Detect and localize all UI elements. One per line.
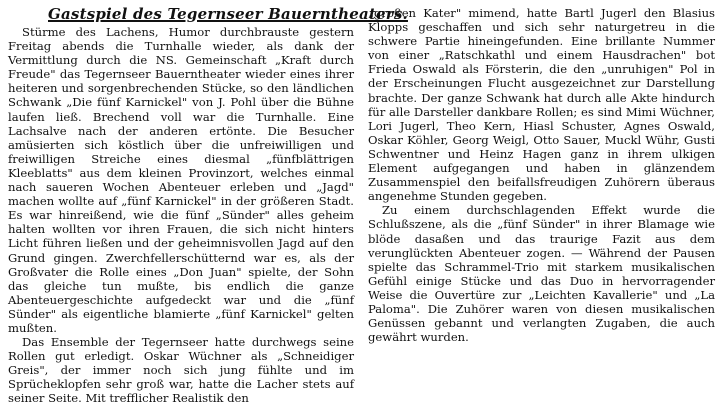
article-headline: Gastspiel des Tegernseer Bauerntheaters. [48,5,408,23]
article-paragraph: Zu einem durchschlagenden Effekt wurde die Schlußszene, als die „fünf Sünder" in ihrer Blamage wie blöde dasaßen und das traurige Fazit aus dem verunglückten Abenteuer zogen. — Während der Pausen spielte das Schrammel-Trio mit starkem musikalischen Gefühl einige Stücke und das Duo in hervorragender Weise die Ouvertüre zur „Leichten Kavallerie" und „La Paloma". Die Zuhörer waren von diesen musikalischen Genüssen gebannt und verlangten Zugaben, die auch gewährt wurden. [368,203,715,345]
right-column [360,6,715,400]
article-paragraph: Stürme des Lachens, Humor durchbrauste gestern Freitag abends die Turnhalle wieder, als dank der Vermittlung durch die NS. Gemeinschaft „Kraft durch Freude" das Tegernseer Bauerntheater wieder eines ihrer heiteren und sorgenbrechenden Stücke, so den ländlichen Schwank „Die fünf Karnickel" von J. Pohl über die Bühne laufen ließ. Brechend voll war die Turnhalle. Eine Lachsalve nach der anderen ertönte. Die Besucher amüsierten sich köstlich über die unfreiwilligen und freiwilligen Streiche eines diesmal „fünfblättrigen Kleeblatts" aus dem kleinen Provinzort, welches einmal nach saueren Wochen Abenteuer erleben und „Jagd" machen wollte auf „fünf Karnickel" in der größeren Stadt. Es war hinreißend, wie die fünf „Sünder" alles geheim halten wollten vor ihren Frauen, die sich nicht hinters Licht führen ließen und der geheimnisvollen Jagd auf den Grund gingen. Zwerchfellerschütternd war es, als der Großvater die Rolle eines „Don Juan" spielte, der Sohn das gleiche tun mußte, bis endlich die ganze Abenteuergeschichte aufgedeckt war und die „fünf Sünder" als eigentliche blamierte „fünf Karnickel" gelten mußten. [8,25,354,335]
article-paragraph: „großen Kater" mimend, hatte Bartl Jugerl den Blasius Klopps geschaffen und sich sehr naturgetreu in die schwere Partie hineingefunden. Eine brillante Nummer von einer „Ratschkathl und einem Hausdrachen" bot Frieda Oswald als Försterin, die den „unruhigen" Pol in der Erscheinungen Flucht ausgezeichnet zur Darstellung brachte. Der ganze Schwank hat durch alle Akte hindurch für alle Darsteller dankbare Rollen; es sind Mimi Wüchner, Lori Jugerl, Theo Kern, Hiasl Schuster, Agnes Oswald, Oskar Köhler, Georg Weigl, Otto Sauer, Muckl Wühr, Gusti Schwentner und Heinz Hagen ganz in ihrem ulkigen Element aufgegangen und haben in glänzendem Zusammenspiel den beifallsfreudigen Zuhörern überaus angenehme Stunden gegeben. [368,6,715,204]
article-columns [8,5,717,406]
left-column [8,5,408,406]
article-paragraph: Das Ensemble der Tegernseer hatte durchwegs seine Rollen gut erledigt. Oskar Wüchner als „Schneidiger Greis", der immer noch sich jung fühlte und im Sprücheklopfen sehr groß war, hatte die Lacher stets auf seiner Seite. Mit trefflicher Realistik den [8,335,354,406]
